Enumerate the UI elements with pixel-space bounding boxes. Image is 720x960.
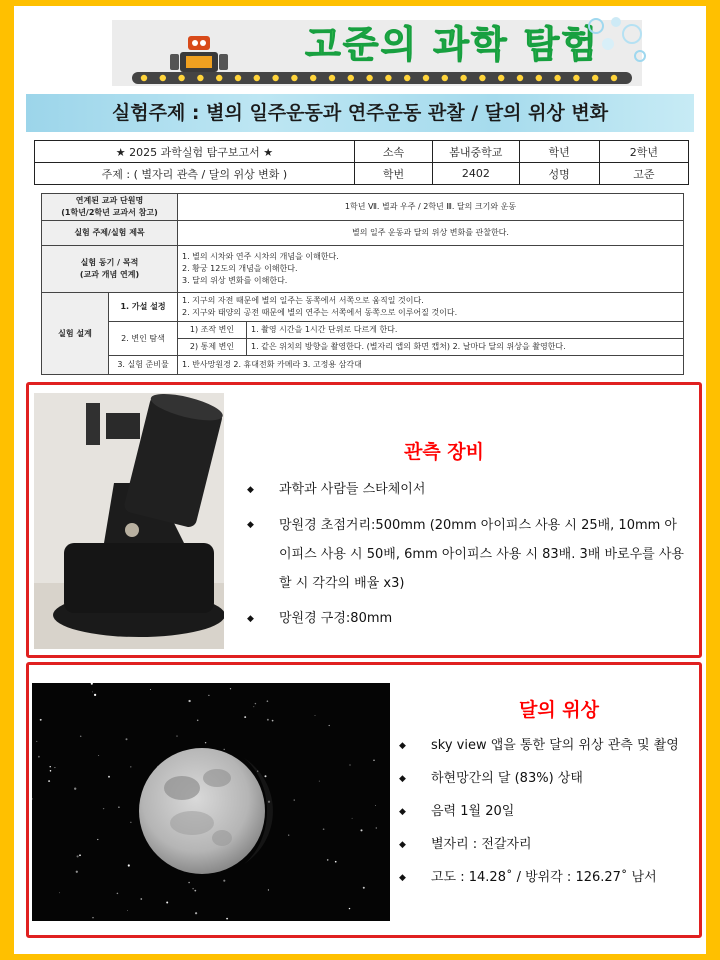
moon-item: ◆ 별자리 : 전갈자리 [399, 830, 689, 860]
star [127, 910, 128, 911]
moon-item: ◆ 고도 : 14.28˚ / 방위각 : 126.27˚ 남서 [399, 863, 689, 893]
belt-dot [404, 75, 410, 81]
star [349, 908, 350, 909]
star [375, 805, 376, 806]
star [226, 918, 228, 920]
star [117, 893, 119, 895]
equipment-item: ◆ 과학과 사람들 스타체이서 [247, 475, 687, 505]
star [192, 888, 194, 890]
belt-dot [160, 75, 166, 81]
star [272, 720, 274, 722]
subject-bar: 실험주제 : 별의 일주운동과 연주운동 관찰 / 달의 위상 변화 [26, 94, 694, 132]
grade-value: 2학년 [599, 141, 688, 163]
star [349, 764, 350, 765]
moon-item: ◆ 음력 1월 20일 [399, 797, 689, 827]
name-label: 성명 [519, 163, 599, 185]
prep-value: 1. 반사망원경 2. 휴대전화 카메라 3. 고정용 삼각대 [178, 356, 684, 375]
star [314, 715, 315, 716]
star [253, 706, 254, 707]
star [140, 898, 142, 900]
star [267, 700, 269, 702]
moon-list [399, 731, 689, 893]
hypothesis-items [178, 293, 684, 322]
motive-item: 3. 달의 위상 변화를 이해한다. [182, 276, 288, 285]
star [197, 720, 199, 722]
motive-item: 2. 황궁 12도의 개념을 이해한다. [182, 264, 298, 273]
telescope-photo [34, 393, 224, 649]
bubble-decoration [582, 12, 652, 72]
diamond-bullet-icon: ◆ [247, 520, 254, 530]
equipment-item: ◆ 망원경 구경:80mm [247, 604, 687, 634]
star [360, 829, 362, 831]
title-value: 별의 일주 운동과 달의 위상 변화를 관찰한다. [178, 221, 684, 246]
star [376, 827, 377, 828]
moon-photo [32, 683, 390, 921]
star [294, 800, 295, 801]
belt-dot [460, 75, 466, 81]
belt-dot [197, 75, 203, 81]
star [118, 806, 120, 808]
equipment-box [26, 382, 702, 658]
hypothesis-item: 2. 지구와 태양의 공전 때문에 별의 연주는 서쪽에서 동쪽으로 이루어질 것이다. [182, 308, 458, 317]
star [50, 766, 51, 767]
star [223, 880, 225, 882]
unit-value: 1학년 Ⅶ. 별과 우주 / 2학년 Ⅲ. 달의 크기와 운동 [178, 194, 684, 221]
diamond-bullet-icon: ◆ [399, 807, 406, 817]
diamond-bullet-icon: ◆ [399, 741, 406, 751]
star [98, 755, 99, 756]
star [36, 741, 37, 742]
star [92, 691, 93, 692]
star [194, 890, 196, 892]
report-sheet [14, 6, 706, 954]
star [352, 818, 353, 819]
star [255, 703, 256, 704]
belt-dot [517, 75, 523, 81]
student-no-value: 2402 [433, 163, 519, 185]
star [208, 695, 209, 696]
belt-dot [611, 75, 617, 81]
prep-label: 3. 실험 준비물 [109, 356, 178, 375]
conveyor-belt-decoration [132, 72, 632, 84]
belt-dot [348, 75, 354, 81]
belt-dot [291, 75, 297, 81]
star [329, 725, 330, 726]
star [50, 770, 52, 772]
star [130, 822, 131, 823]
title-label: 실험 주제/실험 제목 [42, 221, 178, 246]
belt-dot [329, 75, 335, 81]
star [205, 742, 206, 743]
star [188, 882, 190, 884]
star [176, 735, 177, 736]
star [80, 736, 82, 738]
plan-table [41, 193, 684, 375]
moon-item: ◆ sky view 앱을 통한 달의 위상 관측 및 촬영 [399, 731, 689, 761]
star [59, 892, 60, 893]
diamond-bullet-icon: ◆ [399, 873, 406, 883]
star [265, 775, 267, 777]
star [77, 855, 79, 857]
belt-dot [178, 75, 184, 81]
moon-phase-box [26, 662, 702, 938]
star [126, 738, 128, 740]
motive-items [178, 246, 684, 293]
star [244, 716, 246, 718]
star [92, 917, 94, 919]
equipment-item: ◆ 망원경 초점거리:500mm (20mm 아이피스 사용 시 25배, 10mm 아이피스 사용 시 50배, 6mm 아이피스 사용 시 83배. 3배 바로우를 사용할 시 각각의 배율 x3) [247, 511, 687, 598]
star [230, 688, 231, 689]
equipment-list [247, 475, 687, 634]
manipulated-label: 1) 조작 변인 [178, 322, 247, 339]
belt-dot [385, 75, 391, 81]
controlled-label: 2) 통제 변인 [178, 339, 247, 356]
hypothesis-label: 1. 가설 설정 [109, 293, 178, 322]
star [373, 760, 375, 762]
motive-label: 실험 동기 / 목적 (교과 개념 연계) [42, 246, 178, 293]
belt-dot [235, 75, 241, 81]
star [103, 808, 104, 809]
belt-dot [216, 75, 222, 81]
star [79, 854, 81, 856]
manipulated-value: 1. 촬영 시간을 1시간 단위로 다르게 한다. [247, 322, 684, 339]
star [166, 902, 168, 904]
star [38, 756, 40, 758]
star [130, 766, 131, 767]
diamond-bullet-icon: ◆ [399, 774, 406, 784]
star [363, 887, 365, 889]
star [288, 834, 289, 835]
star [76, 871, 78, 873]
belt-dot [254, 75, 260, 81]
star [97, 839, 98, 840]
star [108, 776, 110, 778]
belt-dot [573, 75, 579, 81]
equipment-title: 관측 장비 [403, 441, 485, 463]
belt-dot [272, 75, 278, 81]
info-table [34, 140, 689, 185]
banner-title: 고준의 과학 탐험 [305, 23, 599, 66]
grade-label: 학년 [519, 141, 599, 163]
name-value: 고준 [599, 163, 688, 185]
belt-dot [554, 75, 560, 81]
belt-dot [423, 75, 429, 81]
diamond-bullet-icon: ◆ [247, 485, 254, 495]
moon-item: ◆ 하현망간의 달 (83%) 상태 [399, 764, 689, 794]
belt-dot [141, 75, 147, 81]
diamond-bullet-icon: ◆ [399, 840, 406, 850]
star [327, 859, 329, 861]
belt-dot [366, 75, 372, 81]
star [128, 864, 130, 866]
affiliation-label: 소속 [354, 141, 432, 163]
star [224, 749, 225, 750]
star [94, 694, 96, 696]
belt-dot [442, 75, 448, 81]
variable-label: 2. 변인 탐색 [109, 322, 178, 356]
topic: 주제 : ( 별자리 관측 / 달의 위상 변화 ) [35, 163, 355, 185]
design-label: 실험 설계 [42, 293, 109, 375]
report-title: ★ 2025 과학실험 탐구보고서 ★ [35, 141, 355, 163]
star [54, 767, 55, 768]
star [188, 700, 190, 702]
star [40, 719, 42, 721]
controlled-value: 1. 같은 위치의 방향을 촬영한다. (별자리 앱의 화면 캡처) 2. 날마다 달의 위상을 촬영한다. [247, 339, 684, 356]
diamond-bullet-icon: ◆ [247, 614, 254, 624]
star [335, 861, 337, 863]
star [323, 828, 325, 830]
star [268, 889, 269, 890]
hypothesis-item: 1. 지구의 자전 때문에 별의 일주는 동쪽에서 서쪽으로 움직일 것이다. [182, 296, 424, 305]
belt-dot [479, 75, 485, 81]
title-banner [112, 20, 642, 86]
star [48, 780, 50, 782]
motive-item: 1. 별의 시차와 연주 시차의 개념을 이해한다. [182, 252, 339, 261]
belt-dot [592, 75, 598, 81]
unit-label: 연계된 교과 단원명 (1학년/2학년 교과서 참고) [42, 194, 178, 221]
star [319, 781, 320, 782]
belt-dot [498, 75, 504, 81]
star [267, 719, 269, 721]
student-no-label: 학번 [354, 163, 432, 185]
affiliation-value: 봄내중학교 [433, 141, 519, 163]
belt-dot [310, 75, 316, 81]
star [74, 788, 76, 790]
belt-dot [536, 75, 542, 81]
star [150, 689, 151, 690]
star [195, 912, 197, 914]
moon-title: 달의 위상 [518, 699, 600, 721]
